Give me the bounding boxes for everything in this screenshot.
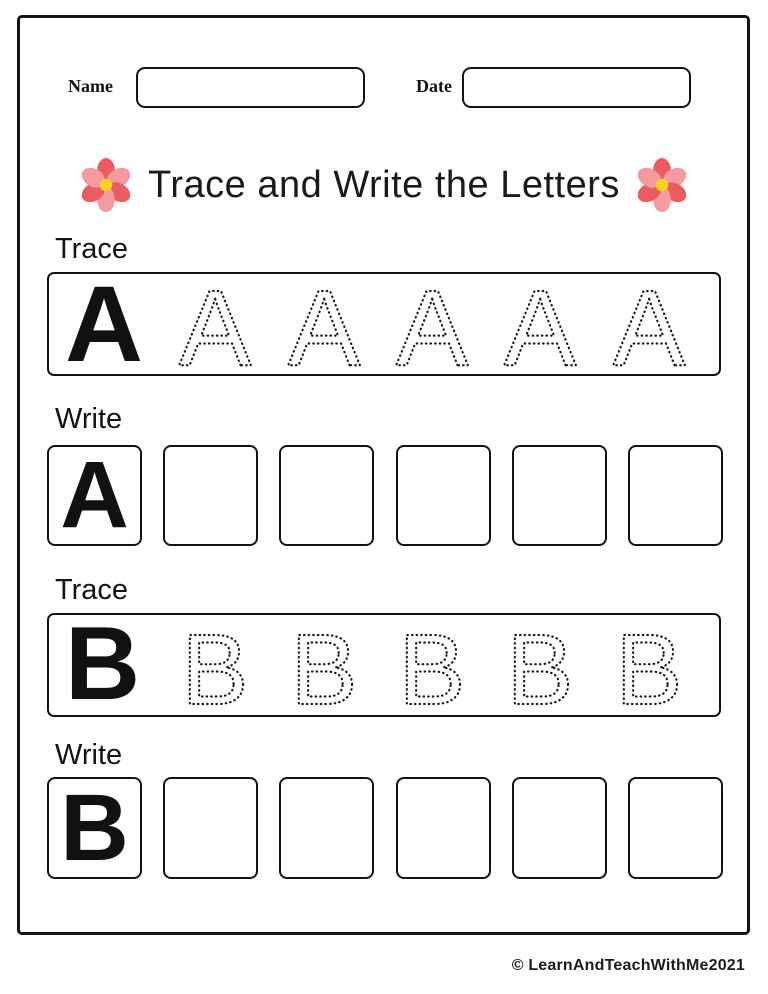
flower-icon xyxy=(79,156,133,214)
svg-text:B: B xyxy=(398,615,466,715)
copyright-text: © LearnAndTeachWithMe2021 xyxy=(511,957,745,974)
svg-text:B: B xyxy=(290,615,357,715)
svg-text:B: B xyxy=(181,615,249,715)
write-b-cell[interactable] xyxy=(279,777,374,879)
dotted-letter xyxy=(274,274,374,374)
dotted-letter xyxy=(490,274,590,374)
dotted-letter xyxy=(165,615,265,715)
trace-b-label: Trace xyxy=(55,574,129,606)
write-b-cell[interactable] xyxy=(628,777,723,879)
dotted-letter xyxy=(599,615,699,715)
write-a-cell[interactable] xyxy=(163,445,258,546)
write-b-cell[interactable] xyxy=(396,777,491,879)
flower-icon xyxy=(635,156,689,214)
svg-text:B: B xyxy=(507,615,574,715)
trace-b-box[interactable] xyxy=(47,606,721,723)
trace-b-solid-letter: B xyxy=(65,606,141,723)
write-a-label: Write xyxy=(55,403,123,435)
trace-a-box[interactable] xyxy=(47,262,721,384)
name-label: Name xyxy=(68,76,113,96)
write-b-row xyxy=(47,774,723,881)
svg-text:B: B xyxy=(615,615,683,715)
trace-b-dotted-strip xyxy=(161,615,703,715)
svg-text:A: A xyxy=(612,274,685,374)
trace-a-dotted-strip xyxy=(161,274,703,374)
dotted-letter xyxy=(490,615,590,715)
write-a-cell[interactable] xyxy=(512,445,607,546)
write-b-label: Write xyxy=(55,739,123,771)
page-title: Trace and Write the Letters xyxy=(148,163,620,206)
dotted-letter xyxy=(599,274,699,374)
example-letter: B xyxy=(60,774,129,881)
svg-text:A: A xyxy=(395,274,468,374)
write-a-row xyxy=(47,442,723,549)
write-a-cell[interactable] xyxy=(628,445,723,546)
write-b-cell[interactable] xyxy=(512,777,607,879)
write-a-cell[interactable] xyxy=(396,445,491,546)
write-b-example-cell xyxy=(47,774,142,881)
date-input[interactable] xyxy=(462,67,691,108)
svg-text:A: A xyxy=(287,274,360,374)
svg-text:A: A xyxy=(504,274,577,374)
write-b-cell[interactable] xyxy=(163,777,258,879)
example-letter: A xyxy=(60,442,129,549)
name-input[interactable] xyxy=(136,67,365,108)
dotted-letter xyxy=(382,615,482,715)
title-row xyxy=(0,154,768,216)
dotted-letter xyxy=(274,615,374,715)
write-a-example-cell xyxy=(47,442,142,549)
dotted-letter xyxy=(382,274,482,374)
trace-a-solid-letter: A xyxy=(65,262,143,384)
write-a-cell[interactable] xyxy=(279,445,374,546)
dotted-letter xyxy=(165,274,265,374)
date-label: Date xyxy=(416,76,452,96)
trace-a-label: Trace xyxy=(55,233,129,265)
svg-text:A: A xyxy=(179,274,252,374)
